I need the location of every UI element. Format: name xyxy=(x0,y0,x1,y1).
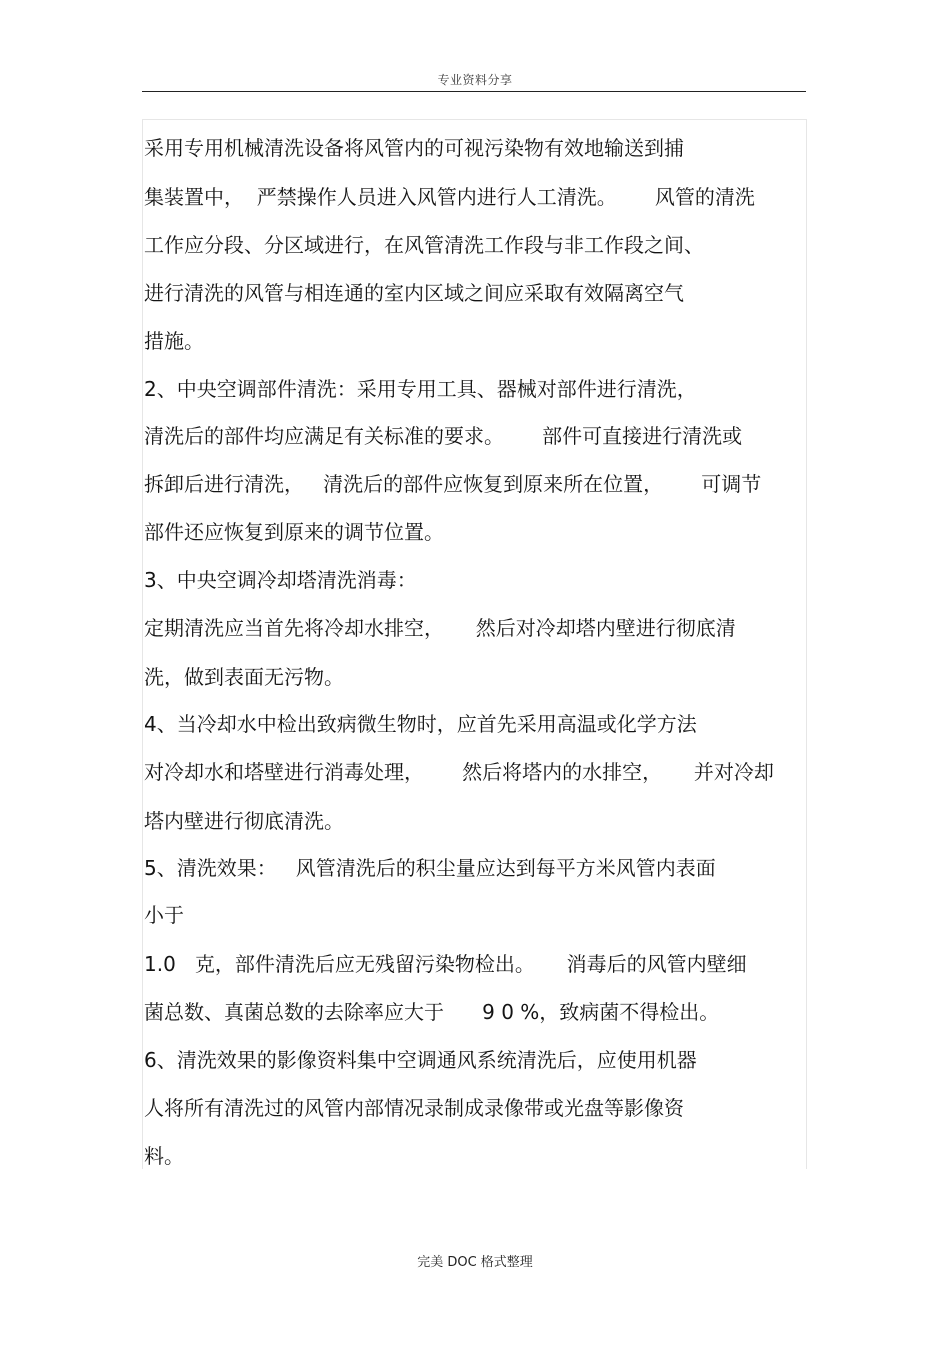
page-header: 专业资料分享 xyxy=(437,73,513,87)
body-line: 工作应分段、分区域进行，在风管清洗工作段与非工作段之间、 xyxy=(144,233,704,257)
frame-right-border xyxy=(806,119,807,1169)
body-line: 清洗后的部件均应满足有关标准的要求。 部件可直接进行清洗或 xyxy=(144,424,743,448)
body-line: 措施。 xyxy=(144,329,204,353)
body-line: 部件还应恢复到原来的调节位置。 xyxy=(144,520,444,544)
body-line: 2、中央空调部件清洗：采用专用工具、器械对部件进行清洗， xyxy=(144,377,697,401)
body-line: 对冷却水和塔壁进行消毒处理， 然后将塔内的水排空， 并对冷却 xyxy=(144,760,774,784)
page-footer: 完美 DOC 格式整理 xyxy=(417,1255,533,1270)
body-line: 5、清洗效果： 风管清洗后的积尘量应达到每平方米风管内表面 xyxy=(144,856,716,880)
body-line: 拆卸后进行清洗， 清洗后的部件应恢复到原来所在位置， 可调节 xyxy=(144,472,762,496)
frame-left-border xyxy=(142,119,143,1169)
body-line: 料。 xyxy=(144,1144,184,1168)
body-line: 人将所有清洗过的风管内部情况录制成录像带或光盘等影像资 xyxy=(144,1096,684,1120)
body-line: 菌总数、真菌总数的去除率应大于 9 0 %，致病菌不得检出。 xyxy=(144,1000,720,1024)
body-line: 集装置中， 严禁操作人员进入风管内进行人工清洗。 风管的清洗 xyxy=(144,185,755,209)
body-line: 小于 xyxy=(144,903,184,927)
body-line: 采用专用机械清洗设备将风管内的可视污染物有效地输送到捕 xyxy=(144,136,684,160)
body-line: 4、当冷却水中检出致病微生物时，应首先采用高温或化学方法 xyxy=(144,712,697,736)
body-line: 1.0 克，部件清洗后应无残留污染物检出。 消毒后的风管内壁细 xyxy=(144,952,747,976)
body-line: 定期清洗应当首先将冷却水排空， 然后对冷却塔内壁进行彻底清 xyxy=(144,616,736,640)
frame-top-border xyxy=(142,119,806,120)
body-line: 塔内壁进行彻底清洗。 xyxy=(144,809,344,833)
body-line: 6、清洗效果的影像资料集中空调通风系统清洗后，应使用机器 xyxy=(144,1048,697,1072)
header-rule xyxy=(142,91,806,92)
body-line: 洗，做到表面无污物。 xyxy=(144,665,344,689)
body-line: 进行清洗的风管与相连通的室内区域之间应采取有效隔离空气 xyxy=(144,281,684,305)
body-line: 3、中央空调冷却塔清洗消毒： xyxy=(144,568,417,592)
